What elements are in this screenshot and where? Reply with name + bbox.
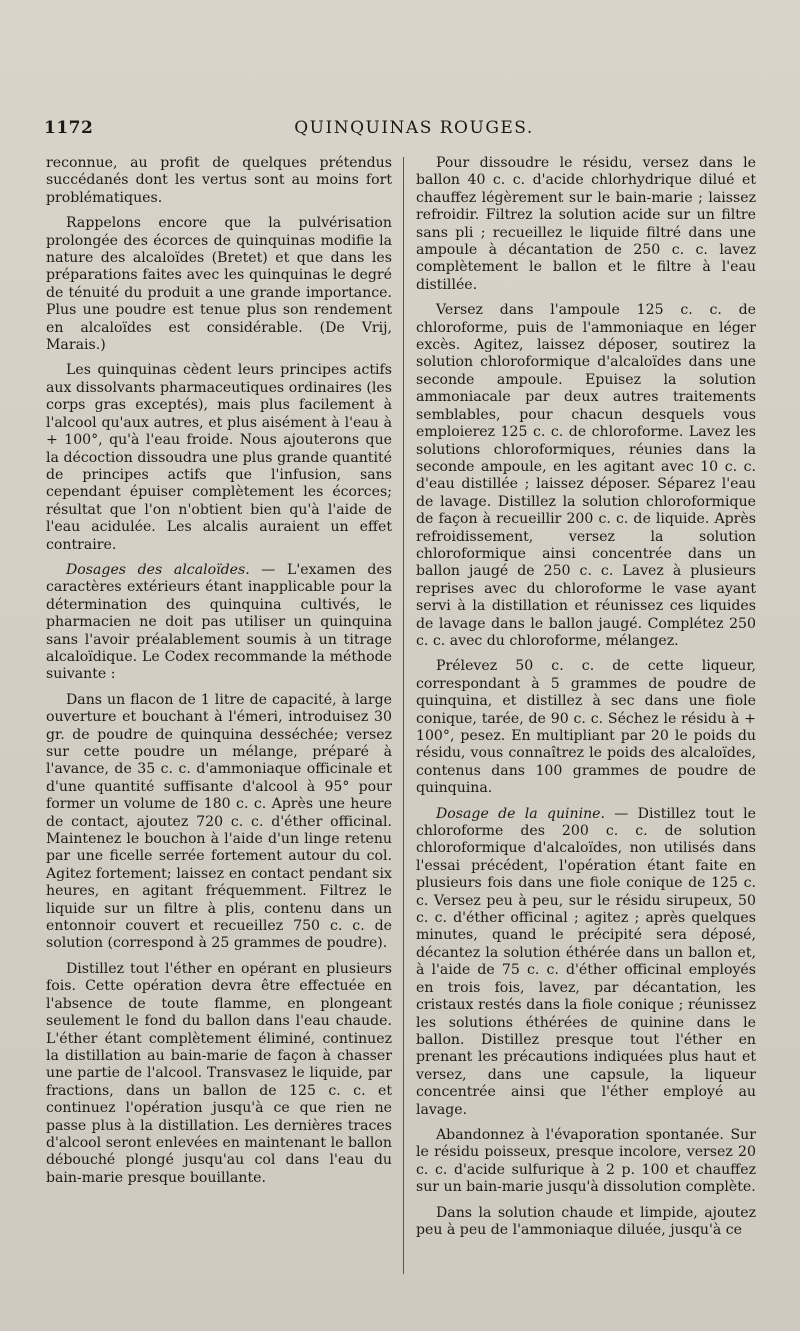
paragraph: Abandonnez à l'évaporation spontanée. Sur le résidu poisseux, presque incolore, versez 20 c. c. d'acide sulfurique à 2 p. 100 et chauffez sur un bain-marie jusqu'à dissolution complète.: [416, 1126, 756, 1196]
running-title: QUINQUINAS ROUGES.: [294, 118, 534, 138]
left-column: [46, 155, 392, 1195]
paragraph: Les quinquinas cèdent leurs principes actifs aux dissolvants pharmaceutiques ordinaires (les corps gras exceptés), mais plus facilement à l'alcool qu'aux autres, et plus aisément à l'eau à + 100°, qu'à l'eau froide. Nous ajouterons que la décoction dissoudra une plus grande quantité de principes actifs que l'infusion, sans cependant épuiser complètement les écorces; résultat que l'on n'obtient bien qu'à l'aide de l'eau acidulée. Les alcalis auraient un effet contraire.: [46, 362, 392, 553]
section-lead: Dosage de la quinine.: [436, 805, 606, 822]
paragraph: Dosage de la quinine. — Distillez tout le chloroforme des 200 c. c. de solution chloroformique d'alcaloïdes, non utilisés dans l'essai précédent, l'opération étant faite en plusieurs fois dans une fiole conique de 125 c. c. Versez peu à peu, sur le résidu sirupeux, 50 c. c. d'éther officinal ; agitez ; après quelques minutes, quand le précipité sera déposé, décantez la solution éthérée dans un ballon et, à l'aide de 75 c. c. d'éther officinal employés en trois fois, lavez, par décantation, les cristaux restés dans la fiole conique ; réunissez les solutions éthérées de quinine dans le ballon. Distillez presque tout l'éther en prenant les précautions indiquées plus haut et versez, dans une capsule, la liqueur concentrée ainsi que l'éther employé au lavage.: [416, 805, 756, 1118]
paragraph: reconnue, au profit de quelques prétendus succédanés dont les vertus sont au moins fort problématiques.: [46, 155, 392, 206]
paragraph: Prélevez 50 c. c. de cette liqueur, correspondant à 5 grammes de poudre de quinquina, et distillez à sec dans une fiole conique, tarée, de 90 c. c. Séchez le résidu à + 100°, pesez. En multipliant par 20 le poids du résidu, vous connaîtrez le poids des alcaloïdes, contenus dans 100 grammes de poudre de quinquina.: [416, 658, 756, 797]
paragraph: Versez dans l'ampoule 125 c. c. de chloroforme, puis de l'ammoniaque en léger excès. Agitez, laissez déposer, soutirez la solution chloroformique d'alcaloïdes dans une seconde ampoule. Epuisez la solution ammoniacale par deux autres traitements semblables, pour chacun desquels vous emploierez 125 c. c. de chloroforme. Lavez les solutions chloroformiques, réunies dans la seconde ampoule, en les agitant avec 10 c. c. d'eau distillée ; laissez déposer. Séparez l'eau de lavage. Distillez la solution chloroformique de façon à recueillir 200 c. c. de liquide. Après refroidissement, versez la solution chloroformique ainsi concentrée dans un ballon jaugé de 250 c. c. Lavez à plusieurs reprises avec du chloroforme le vase ayant servi à la distillation et réunissez ces liquides de lavage dans le ballon jaugé. Complétez 250 c. c. avec du chloroforme, mélangez.: [416, 302, 756, 649]
section-lead: Dosages des alcaloïdes.: [66, 561, 250, 578]
right-column: [416, 155, 756, 1247]
page-header: [44, 118, 764, 144]
paragraph: Pour dissoudre le résidu, versez dans le ballon 40 c. c. d'acide chlorhydrique dilué et chauffez légèrement sur le bain-marie ; laissez refroidir. Filtrez la solution acide sur un filtre sans pli ; recueillez le liquide filtré dans une ampoule à décantation de 250 c. c. lavez complètement le ballon et le filtre à l'eau distillée.: [416, 155, 756, 293]
page-number: 1172: [44, 118, 94, 138]
paragraph: Rappelons encore que la pulvérisation prolongée des écorces de quinquinas modifie la nature des alcaloïdes (Bretet) et que dans les préparations faites avec les quinquinas le degré de ténuité du produit a une grande importance. Plus une poudre est tenue plus son rendement en alcaloïdes est considérable. (De Vrij, Marais.): [46, 215, 392, 354]
column-divider: [403, 157, 404, 1274]
paragraph: Dosages des alcaloïdes. — L'examen des caractères extérieurs étant inapplicable pour la détermination des quinquina cultivés, le pharmacien ne doit pas utiliser un quinquina sans l'avoir préalablement soumis à un titrage alcaloïdique. Le Codex recommande la méthode suivante :: [46, 561, 392, 683]
paragraph: Dans un flacon de 1 litre de capacité, à large ouverture et bouchant à l'émeri, introduisez 30 gr. de poudre de quinquina desséchée; versez sur cette poudre un mélange, préparé à l'avance, de 35 c. c. d'ammoniaque officinale et d'une quantité suffisante d'alcool à 95° pour former un volume de 180 c. c. Après une heure de contact, ajoutez 720 c. c. d'éther officinal. Maintenez le bouchon à l'aide d'un linge retenu par une ficelle serrée fortement autour du col. Agitez fortement; laissez en contact pendant six heures, en agitant fréquemment. Filtrez le liquide sur un filtre à plis, contenu dans un entonnoir couvert et recueillez 750 c. c. de solution (correspond à 25 grammes de poudre).: [46, 691, 392, 952]
paragraph: Distillez tout l'éther en opérant en plusieurs fois. Cette opération devra être effectuée en l'absence de toute flamme, en plongeant seulement le fond du ballon dans l'eau chaude. L'éther étant complètement éliminé, continuez la distillation au bain-marie de façon à chasser une partie de l'alcool. Transvasez le liquide, par fractions, dans un ballon de 125 c. c. et continuez l'opération jusqu'à ce que rien ne passe plus à la distillation. Les dernières traces d'alcool seront enlevées en maintenant le ballon débouché plongé jusqu'au col dans l'eau du bain-marie presque bouillante.: [46, 960, 392, 1186]
paragraph: Dans la solution chaude et limpide, ajoutez peu à peu de l'ammoniaque diluée, jusqu'à ce: [416, 1204, 756, 1238]
